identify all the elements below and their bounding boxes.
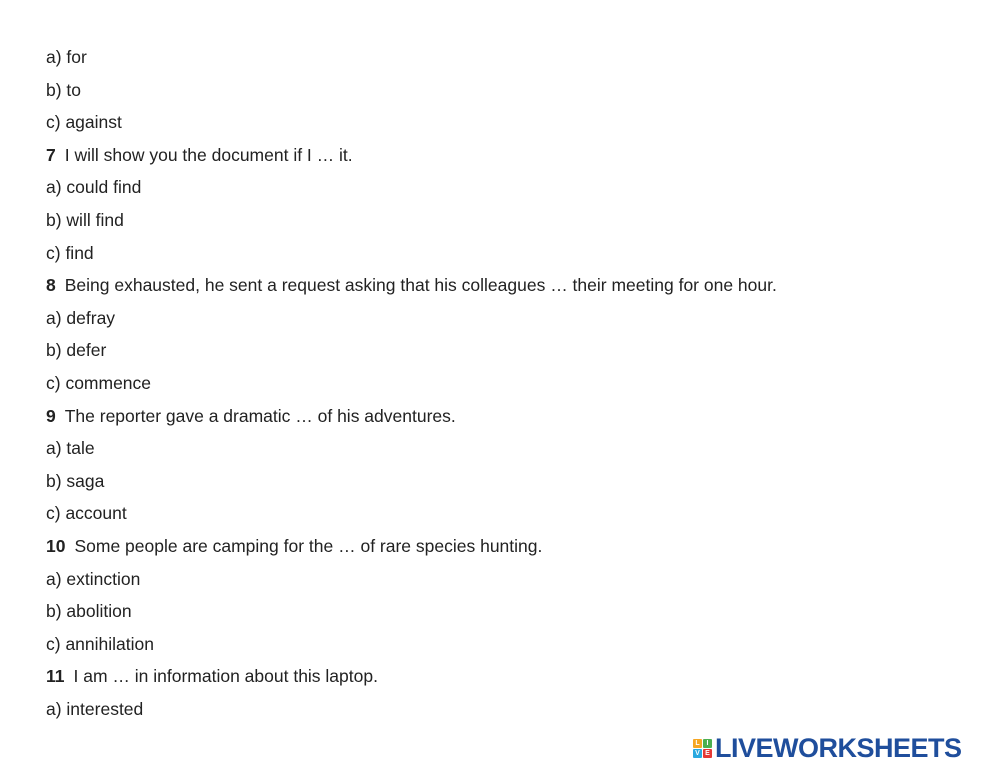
answer-option	[46, 108, 946, 141]
logo-square: I	[703, 739, 712, 748]
answer-option	[46, 597, 946, 630]
answer-option	[46, 695, 946, 728]
option-text: c) annihilation	[46, 633, 154, 654]
answer-option	[46, 467, 946, 500]
worksheet-content	[46, 43, 946, 727]
option-text: c) account	[46, 503, 127, 524]
option-text: b) will find	[46, 209, 124, 230]
question-text: I will show you the document if I … it.	[64, 144, 353, 165]
option-text: a) for	[46, 47, 87, 67]
logo-square: L	[693, 739, 702, 748]
question-line	[46, 402, 946, 435]
answer-option	[46, 434, 946, 467]
option-text: b) abolition	[46, 601, 132, 622]
answer-option	[46, 369, 946, 402]
question-line	[46, 532, 946, 565]
option-text: c) find	[46, 242, 94, 263]
question-line	[46, 662, 946, 695]
question-line	[46, 271, 946, 304]
option-text: a) tale	[46, 438, 95, 459]
answer-option	[46, 336, 946, 369]
answer-option	[46, 565, 946, 598]
question-number: 9	[46, 405, 56, 426]
option-text: c) against	[46, 112, 122, 133]
question-text: The reporter gave a dramatic … of his adventures.	[64, 405, 456, 426]
option-text: c) commence	[46, 372, 152, 393]
logo-squares-icon	[693, 739, 712, 758]
question-number: 10	[46, 535, 66, 556]
question-text: Some people are camping for the … of rare species hunting.	[74, 535, 543, 556]
option-text: a) defray	[46, 307, 116, 328]
answer-option	[46, 76, 946, 109]
logo-square: E	[703, 749, 712, 758]
answer-option	[46, 499, 946, 532]
question-line	[46, 141, 946, 174]
answer-option	[46, 630, 946, 663]
question-number: 7	[46, 144, 56, 165]
option-text: a) could find	[46, 177, 142, 198]
logo-text: LIVEWORKSHEETS	[715, 732, 962, 763]
question-number: 8	[46, 275, 56, 296]
answer-option	[46, 173, 946, 206]
answer-option	[46, 206, 946, 239]
option-text: b) to	[46, 79, 82, 100]
option-text: b) defer	[46, 340, 107, 361]
question-text: Being exhausted, he sent a request asking that his colleagues … their meeting for one hour.	[64, 275, 777, 296]
answer-option	[46, 239, 946, 272]
question-text: I am … in information about this laptop.	[73, 666, 378, 687]
logo-square: V	[693, 749, 702, 758]
option-text: a) interested	[46, 698, 144, 719]
answer-option	[46, 43, 946, 76]
option-text: a) extinction	[46, 568, 141, 589]
question-number: 11	[46, 666, 65, 687]
liveworksheets-logo	[693, 733, 962, 763]
option-text: b) saga	[46, 470, 105, 491]
answer-option	[46, 304, 946, 337]
